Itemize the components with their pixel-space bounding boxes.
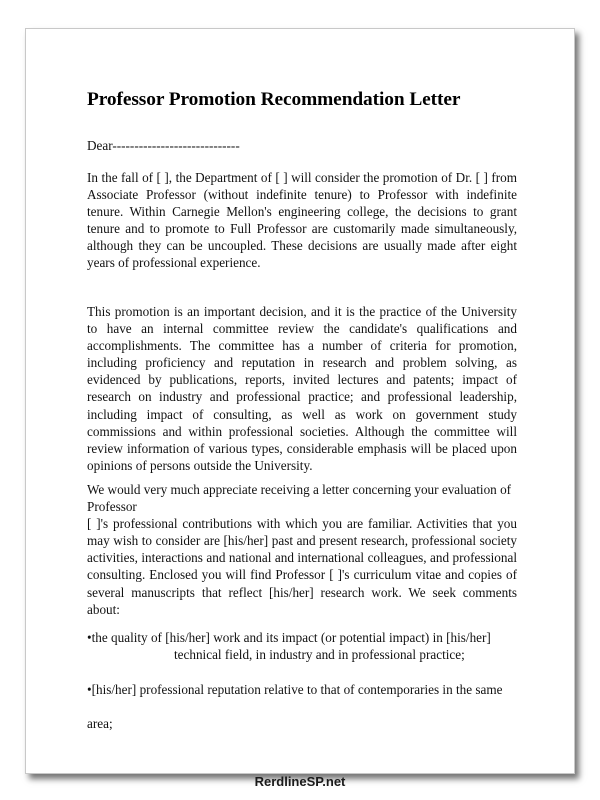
paragraph-1: In the fall of [ ], the Department of [ ] will consider the promotion of Dr. [ ] from Associate Professor (without indefinite tenure) to Professor with indefinite tenure. Within Carnegie Mellon's engineering college, the decisions to grant tenure and to promote to Full Professor are customarily made simultaneously, although they can be uncoupled. These decisions are usually made after eight years of professional experience. xyxy=(87,170,517,271)
salutation: Dear----------------------------- xyxy=(87,138,240,153)
paragraph-2: This promotion is an important decision, and it is the practice of the University to have an internal committee review the candidate's qualifications and accomplishments. The committee has a number of criteria for promotion, including proficiency and reputation in research and problem solving, as evidenced by publications, reports, invited lectures and patents; impact of research on industry and professional practice; and professional leadership, including impact of consulting, as well as work on government study commissions and within professional societies. Although the committee will review information of various types, considerable emphasis will be placed upon opinions of persons outside the University. xyxy=(87,304,517,473)
letter-page xyxy=(25,28,575,774)
bullet-1-line-1: •the quality of [his/her] work and its impact (or potential impact) in [his/her] xyxy=(87,630,491,645)
bullet-item-reputation xyxy=(87,681,517,698)
paragraph-3-body: [ ]'s professional contributions with which you are familiar. Activities that you may wish to consider are [his/her] past and present research, professional society activities, interactions and national and international colleagues, and professional consulting. Enclosed you will find Professor [ ]'s curriculum vitae and copies of several manuscripts that reflect [his/her] research work. We seek comments about: xyxy=(87,516,517,617)
bullet-2-line-1: •[his/her] professional reputation relative to that of contemporaries in the same xyxy=(87,682,503,697)
paragraph-3 xyxy=(87,481,517,618)
paragraph-3-first-line: We would very much appreciate receiving a letter concerning your evaluation of Professor xyxy=(87,482,512,515)
bullet-2-line-2: area; xyxy=(87,716,113,731)
letter-title: Professor Promotion Recommendation Letter xyxy=(87,89,461,110)
bullet-item-quality xyxy=(87,629,517,663)
site-watermark: RerdlineSP.net xyxy=(254,774,346,789)
bullet-1-line-2: technical field, in industry and in professional practice; xyxy=(174,647,465,663)
